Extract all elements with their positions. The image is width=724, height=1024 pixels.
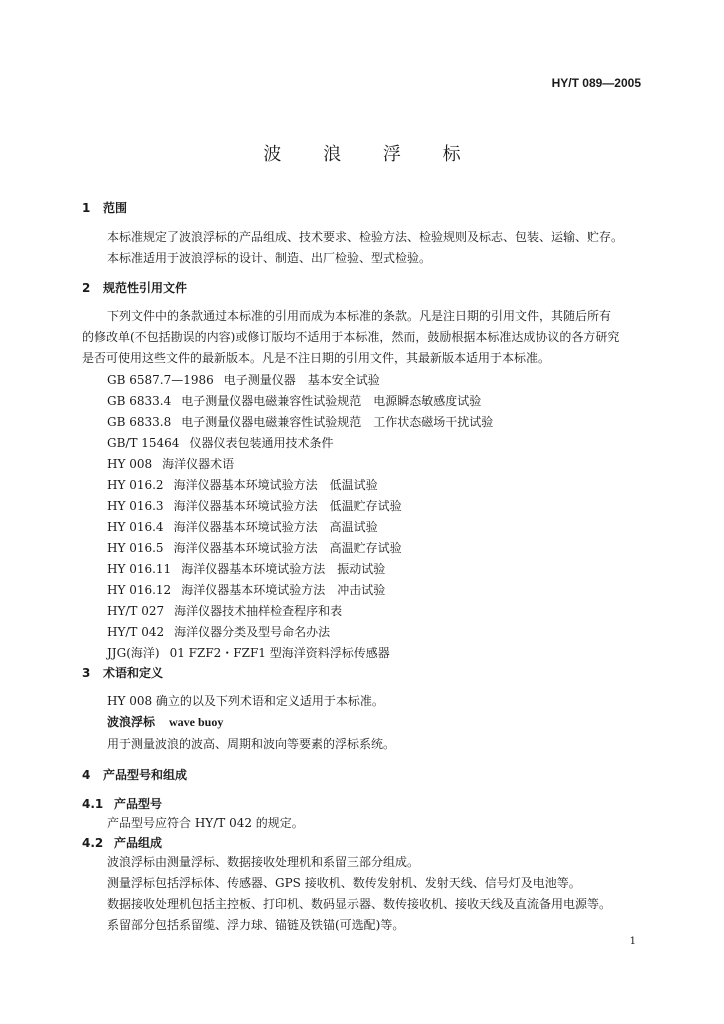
reference-title: 海洋仪器基本环境试验方法 振动试验	[181, 562, 386, 576]
intro-paragraph	[82, 306, 642, 369]
section-4-heading	[82, 766, 187, 783]
reference-code: HY/T 042	[107, 625, 165, 639]
reference-item	[107, 518, 378, 535]
section-number: 3	[82, 666, 91, 680]
reference-code: GB 6833.8	[107, 415, 172, 429]
reference-title: 电子测量仪器 基本安全试验	[223, 373, 380, 387]
paragraph-line: 是否可使用这些文件的最新版本。凡是不注日期的引用文件，其最新版本适用于本标准。	[82, 351, 551, 365]
standard-code: HY/T 089—2005	[551, 76, 641, 90]
reference-title: 海洋仪器基本环境试验方法 高温贮存试验	[173, 541, 402, 555]
section-number: 2	[82, 281, 91, 295]
reference-code: HY 016.2	[107, 478, 164, 492]
term-definition: 用于测量波浪的波高、周期和波向等要素的浮标系统。	[107, 737, 396, 751]
subsection-4-2-heading	[82, 834, 162, 851]
reference-code: HY/T 027	[107, 604, 165, 618]
reference-code: HY 016.11	[107, 562, 172, 576]
paragraph: 产品型号应符合 HY/T 042 的规定。	[107, 816, 304, 830]
paragraph-line: 的修改单(不包括勘误的内容)或修订版均不适用于本标准，然而，鼓励根据本标准达成协议的各方研究	[82, 330, 620, 344]
subsection-title: 产品型号	[114, 797, 163, 811]
reference-title: 电子测量仪器电磁兼容性试验规范 工作状态磁场干扰试验	[181, 415, 494, 429]
section-title: 术语和定义	[103, 666, 164, 680]
reference-item	[107, 644, 390, 661]
term-english: wave buoy	[169, 715, 224, 729]
reference-item	[107, 455, 234, 472]
subsection-number: 4.2	[82, 836, 104, 850]
paragraph: HY 008 确立的以及下列术语和定义适用于本标准。	[107, 694, 384, 708]
reference-item	[107, 539, 402, 556]
reference-title: 电子测量仪器电磁兼容性试验规范 电源瞬态敏感度试验	[181, 394, 482, 408]
reference-title: 海洋仪器术语	[162, 457, 235, 471]
reference-title: 仪器仪表包装通用技术条件	[189, 436, 334, 450]
reference-item	[107, 602, 342, 619]
reference-title: 海洋仪器分类及型号命名办法	[174, 625, 331, 639]
reference-item	[107, 413, 493, 430]
paragraph: 波浪浮标由测量浮标、数据接收处理机和系留三部分组成。	[107, 855, 420, 869]
reference-code: HY 016.12	[107, 583, 172, 597]
reference-title: 海洋仪器技术抽样检查程序和表	[174, 604, 343, 618]
reference-item	[107, 434, 333, 451]
subsection-number: 4.1	[82, 797, 104, 811]
reference-item	[107, 581, 385, 598]
reference-code: HY 016.4	[107, 520, 164, 534]
reference-code: GB 6587.7—1986	[107, 373, 214, 387]
reference-code: HY 008	[107, 457, 153, 471]
document-title: 波 浪 浮 标	[263, 144, 479, 165]
subsection-4-1-heading	[82, 795, 162, 812]
paragraph: 测量浮标包括浮标体、传感器、GPS 接收机、数传发射机、发射天线、信号灯及电池等。	[107, 876, 581, 890]
reference-title: 海洋仪器基本环境试验方法 低温贮存试验	[173, 499, 402, 513]
reference-code: JJG(海洋)	[107, 646, 160, 660]
reference-title: 01 FZF2・FZF1 型海洋资料浮标传感器	[169, 646, 390, 660]
section-3-heading	[82, 664, 163, 681]
reference-item	[107, 392, 481, 409]
section-title: 产品型号和组成	[103, 768, 188, 782]
section-1-heading	[82, 199, 127, 216]
reference-title: 海洋仪器基本环境试验方法 低温试验	[173, 478, 378, 492]
reference-item	[107, 560, 385, 577]
section-title: 范围	[103, 201, 128, 215]
paragraph: 数据接收处理机包括主控板、打印机、数码显示器、数传接收机、接收天线及直流备用电源等。	[107, 897, 612, 911]
paragraph: 系留部分包括系留缆、浮力球、锚链及铁锚(可选配)等。	[107, 918, 405, 932]
term-entry	[107, 713, 223, 730]
reference-item	[107, 497, 402, 514]
paragraph-line: 下列文件中的条款通过本标准的引用而成为本标准的条款。凡是注日期的引用文件，其随后所有	[107, 309, 612, 323]
reference-code: HY 016.3	[107, 499, 164, 513]
term-chinese: 波浪浮标	[107, 715, 156, 729]
section-2-heading	[82, 279, 187, 296]
subsection-title: 产品组成	[114, 836, 163, 850]
reference-code: GB/T 15464	[107, 436, 180, 450]
page-number: 1	[629, 936, 636, 947]
reference-code: GB 6833.4	[107, 394, 172, 408]
reference-code: HY 016.5	[107, 541, 164, 555]
reference-item	[107, 371, 380, 388]
paragraph: 本标准适用于波浪浮标的设计、制造、出厂检验、型式检验。	[107, 251, 432, 265]
section-title: 规范性引用文件	[103, 281, 188, 295]
reference-title: 海洋仪器基本环境试验方法 冲击试验	[181, 583, 386, 597]
reference-item	[107, 476, 378, 493]
reference-item	[107, 623, 330, 640]
section-number: 4	[82, 768, 91, 782]
reference-title: 海洋仪器基本环境试验方法 高温试验	[173, 520, 378, 534]
paragraph: 本标准规定了波浪浮标的产品组成、技术要求、检验方法、检验规则及标志、包装、运输、贮存。	[107, 230, 624, 244]
section-number: 1	[82, 201, 91, 215]
